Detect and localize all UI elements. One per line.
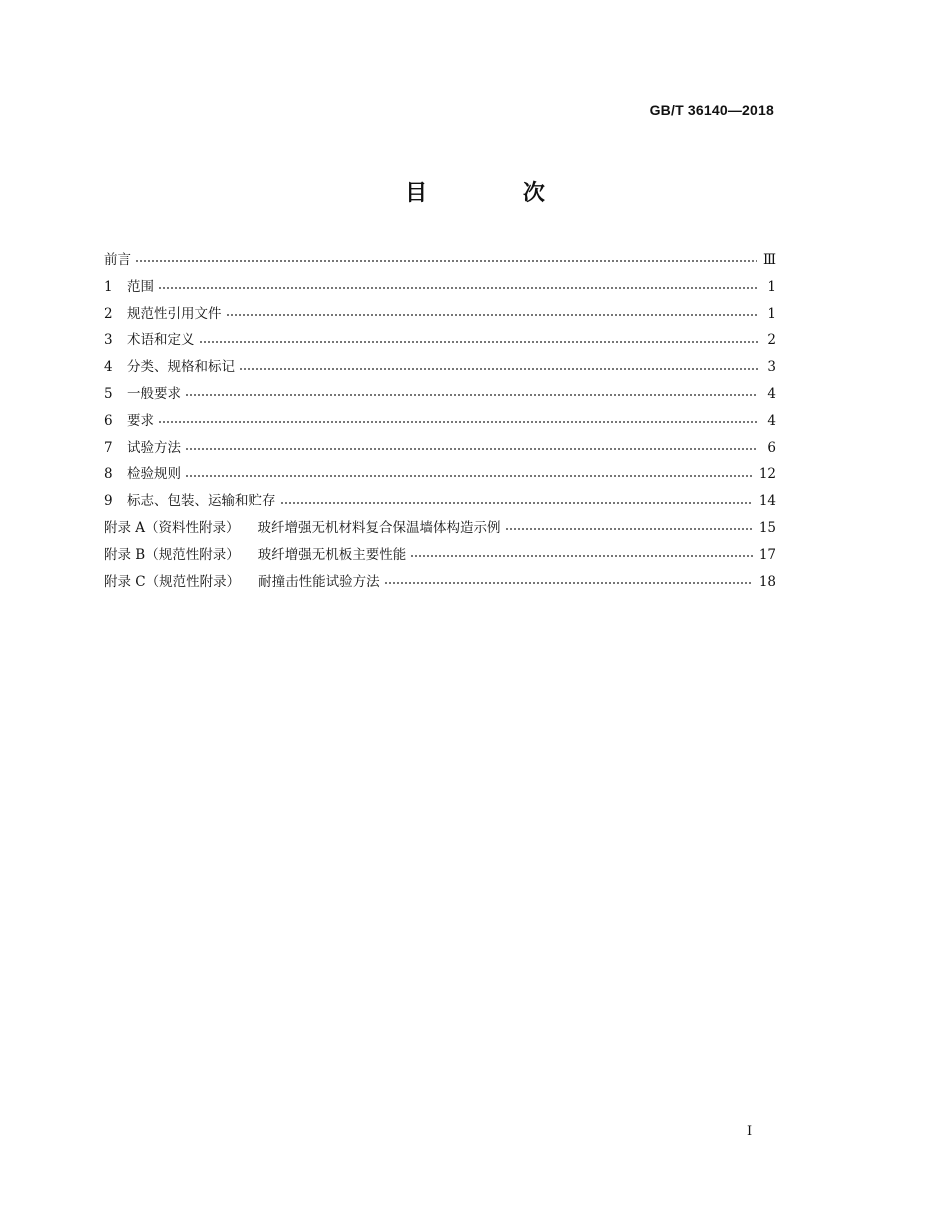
page-number: Ⅰ	[747, 1124, 753, 1139]
toc-entry-title: 术语和定义	[127, 332, 195, 349]
toc-entry[interactable]	[104, 542, 776, 569]
toc-entry-number: 7	[104, 439, 113, 456]
toc-entry[interactable]	[104, 461, 776, 488]
toc-entry-subtitle: 耐撞击性能试验方法	[258, 573, 380, 590]
toc-entry-number: 2	[104, 305, 113, 322]
toc-entry-number: 1	[104, 278, 113, 295]
toc-entry-page: 4	[767, 412, 776, 429]
toc-entry-page: 14	[758, 493, 776, 510]
toc-entry-title: 标志、包装、运输和贮存	[127, 493, 276, 510]
toc-entry-title: 要求	[127, 412, 154, 429]
toc-entry-page: 17	[758, 546, 776, 563]
toc-entry[interactable]	[104, 435, 776, 462]
toc-entry-number: 8	[104, 466, 113, 483]
toc-entry-title: 前言	[104, 252, 131, 268]
toc-entry-title: 规范性引用文件	[127, 305, 222, 322]
toc-entry-subtitle: 玻纤增强无机材料复合保温墙体构造示例	[257, 519, 501, 536]
standard-number: GB/T 36140—2018	[649, 102, 774, 118]
toc-dot-leader	[505, 523, 753, 535]
toc-entry[interactable]	[104, 354, 776, 381]
toc-entry-title: 附录 A（资料性附录）	[104, 519, 240, 536]
toc-dot-leader	[280, 497, 753, 509]
toc-entry-number: 9	[104, 493, 113, 510]
toc-entry[interactable]	[104, 515, 776, 542]
toc-entry-page: 4	[767, 385, 776, 402]
toc-entry-number: 4	[104, 359, 113, 376]
toc-entry-page: 3	[767, 359, 776, 376]
toc-entry[interactable]	[104, 569, 776, 596]
toc-dot-leader	[226, 309, 759, 321]
toc-dot-leader	[135, 255, 757, 267]
toc-dot-leader	[158, 416, 758, 428]
toc-entry[interactable]	[104, 408, 776, 435]
toc-entry-number: 5	[104, 385, 113, 402]
toc-entry-title: 附录 C（规范性附录）	[104, 573, 241, 590]
toc-dot-leader	[199, 336, 759, 348]
page-title: 目 次	[405, 181, 589, 206]
toc-entry-page: 18	[758, 573, 776, 590]
toc-entry-page: 1	[767, 278, 776, 295]
toc-entry[interactable]	[104, 247, 776, 274]
toc-entry[interactable]	[104, 274, 776, 301]
toc-dot-leader	[410, 550, 753, 562]
toc-dot-leader	[185, 443, 758, 455]
toc-entry[interactable]	[104, 327, 776, 354]
toc-entry-title: 一般要求	[127, 385, 181, 402]
toc-dot-leader	[185, 389, 758, 401]
toc-entry-title: 范围	[127, 278, 154, 295]
toc-entry-title: 分类、规格和标记	[127, 359, 235, 376]
toc-dot-leader	[239, 363, 758, 375]
toc-entry-page: 1	[767, 305, 776, 322]
toc-entry-page: Ⅲ	[762, 252, 776, 268]
toc-dot-leader	[158, 282, 758, 294]
toc-entry[interactable]	[104, 488, 776, 515]
toc-entry-page: 15	[758, 519, 776, 536]
toc-entry-number: 6	[104, 412, 113, 429]
toc-entry-page: 6	[767, 439, 776, 456]
toc-dot-leader	[384, 577, 753, 589]
toc-entry-title: 试验方法	[127, 439, 181, 456]
toc-entry-subtitle: 玻纤增强无机板主要性能	[257, 546, 407, 563]
toc-entry-title: 附录 B（规范性附录）	[104, 546, 240, 563]
table-of-contents	[104, 247, 776, 595]
toc-entry-page: 2	[767, 332, 776, 349]
toc-dot-leader	[185, 470, 753, 482]
toc-entry[interactable]	[104, 301, 776, 328]
toc-entry-page: 12	[758, 466, 776, 483]
toc-entry[interactable]	[104, 381, 776, 408]
toc-entry-number: 3	[104, 332, 113, 349]
toc-entry-title: 检验规则	[127, 466, 181, 483]
